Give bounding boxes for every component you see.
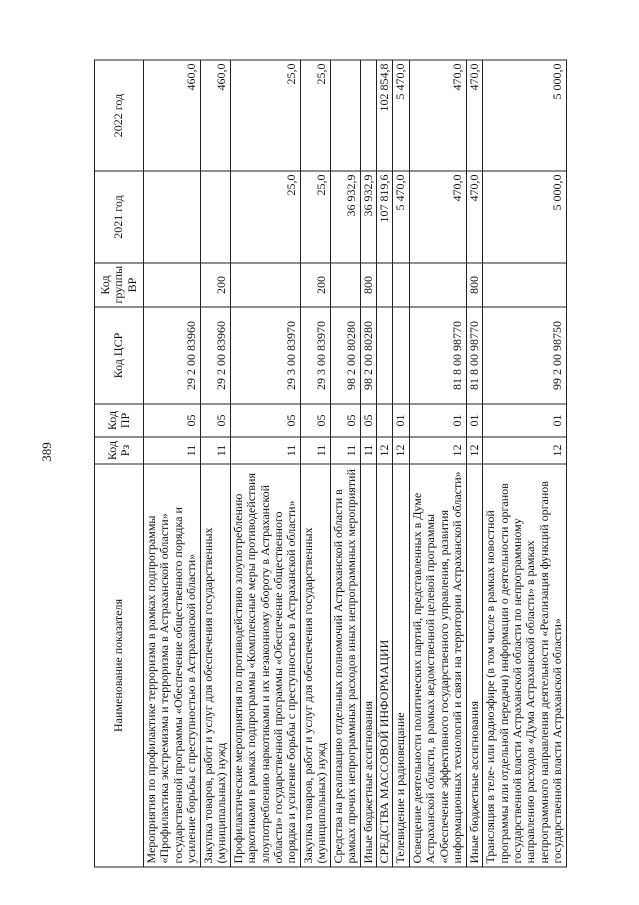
cell-name: Телевидение и радиовещание [392,464,408,867]
cell-2022: 25,0 [300,60,330,171]
header-pr: Код ПР [94,404,143,437]
cell-2021: 36 932,9 [360,171,376,263]
table-row [300,60,330,867]
cell-pr: 05 [330,404,360,437]
cell-rz: 11 [143,437,200,464]
cell-csr: 29 3 00 83970 [230,307,300,404]
cell-pr: 01 [482,404,566,437]
cell-2021: 25,0 [230,171,300,263]
cell-pr: 01 [466,404,482,437]
table-row [230,60,300,867]
cell-vr: 200 [200,263,230,307]
cell-name: Трансляция в теле- или радиоэфире (в том числе в рамках новостной программы или отдельной передачи) информации о деятельности органов государственной власти Астраханской области по непрограммному направлению расходов «Дума Астраханской области» в рамках непрограммного направления деятельности «Реализация функций органов государственной власти Астраханской области» [482,464,566,867]
header-2021: 2021 год [94,171,143,263]
cell-name: Закупка товаров, работ и услуг для обеспечения государственных (муниципальных) нужд [200,464,230,867]
cell-name: Закупка товаров, работ и услуг для обеспечения государственных (муниципальных) нужд [300,464,330,867]
cell-pr: 05 [143,404,200,437]
table-row [409,60,466,867]
cell-2022: 5 470,0 [392,60,408,171]
cell-rz: 11 [300,437,330,464]
cell-rz: 12 [376,437,392,464]
cell-pr: 05 [200,404,230,437]
cell-vr [392,263,408,307]
cell-rz: 12 [409,437,466,464]
cell-name: СРЕДСТВА МАССОВОЙ ИНФОРМАЦИИ [376,464,392,867]
cell-csr [392,307,408,404]
cell-2022 [360,60,376,171]
cell-name: Иные бюджетные ассигнования [360,464,376,867]
cell-2022: 460,0 [200,60,230,171]
cell-2021: 25,0 [300,171,330,263]
cell-csr: 99 2 00 98750 [482,307,566,404]
cell-vr [330,263,360,307]
table-row [143,60,200,867]
cell-csr: 98 2 00 80280 [360,307,376,404]
table-row [376,60,392,867]
cell-pr: 05 [360,404,376,437]
cell-rz: 12 [466,437,482,464]
cell-2021: 107 819,6 [376,171,392,263]
cell-rz: 11 [330,437,360,464]
cell-2021: 5 470,0 [392,171,408,263]
cell-csr [376,307,392,404]
cell-2022 [330,60,360,171]
cell-name: Мероприятия по профилактике терроризма в рамках подпрограммы «Профилактика экстремизма и терроризма в Астраханской области» государственной программы «Обеспечение общественного порядка и усиление борьбы с преступностью в Астраханской области» [143,464,200,867]
budget-table-container [94,60,564,867]
cell-vr [143,263,200,307]
cell-2022: 470,0 [409,60,466,171]
cell-name: Профилактические мероприятия по противодействию злоупотреблению наркотиками в рамках подпрограммы «Комплексные меры противодействия злоупотреблению наркотиками и их незаконному обороту в Астраханской области» государственной программы «Обеспечение общественного порядка и усиление борьбы с преступностью в Астраханской области» [230,464,300,867]
cell-pr: 05 [230,404,300,437]
table-header-row [94,60,143,867]
cell-2021: 5 000,0 [482,171,566,263]
header-name: Наименование показателя [94,464,143,867]
cell-pr: 05 [300,404,330,437]
cell-rz: 11 [360,437,376,464]
cell-vr [376,263,392,307]
page-number: 389 [39,442,54,462]
cell-pr: 01 [392,404,408,437]
header-vr: Код группы ВР [94,263,143,307]
budget-table [94,59,567,867]
table-row [330,60,360,867]
cell-2021: 36 932,9 [330,171,360,263]
table-row [360,60,376,867]
cell-2021: 470,0 [466,171,482,263]
cell-vr: 800 [360,263,376,307]
table-row [466,60,482,867]
cell-2021: 470,0 [409,171,466,263]
cell-vr: 800 [466,263,482,307]
cell-name: Освещение деятельности политических партий, представленных в Думе Астраханской области, в рамках ведомственной целевой программы «Обеспечение эффективного государственного управления, развития информационных технологий и связи на территории Астраханской области» [409,464,466,867]
cell-pr: 01 [409,404,466,437]
cell-2022: 25,0 [230,60,300,171]
cell-pr [376,404,392,437]
cell-csr: 81 8 00 98770 [466,307,482,404]
cell-rz: 11 [200,437,230,464]
cell-vr [482,263,566,307]
cell-2022: 470,0 [466,60,482,171]
cell-rz: 12 [392,437,408,464]
cell-csr: 81 8 00 98770 [409,307,466,404]
cell-name: Иные бюджетные ассигнования [466,464,482,867]
header-rz: Код Рз [94,437,143,464]
cell-rz: 12 [482,437,566,464]
cell-rz: 11 [230,437,300,464]
table-row [482,60,566,867]
cell-vr [230,263,300,307]
cell-csr: 29 3 00 83970 [300,307,330,404]
cell-2021 [143,171,200,263]
cell-2022: 460,0 [143,60,200,171]
cell-2022: 5 000,0 [482,60,566,171]
cell-name: Средства на реализацию отдельных полномочий Астраханской области в рамках прочих непрограммных расходов иных непрограммных мероприятий [330,464,360,867]
cell-csr: 29 2 00 83960 [200,307,230,404]
cell-csr: 98 2 00 80280 [330,307,360,404]
table-row [392,60,408,867]
table-row [200,60,230,867]
header-2022: 2022 год [94,60,143,171]
cell-vr: 200 [300,263,330,307]
cell-2022: 102 854,8 [376,60,392,171]
header-csr: Код ЦСР [94,307,143,404]
cell-2021 [200,171,230,263]
cell-vr [409,263,466,307]
cell-csr: 29 2 00 83960 [143,307,200,404]
